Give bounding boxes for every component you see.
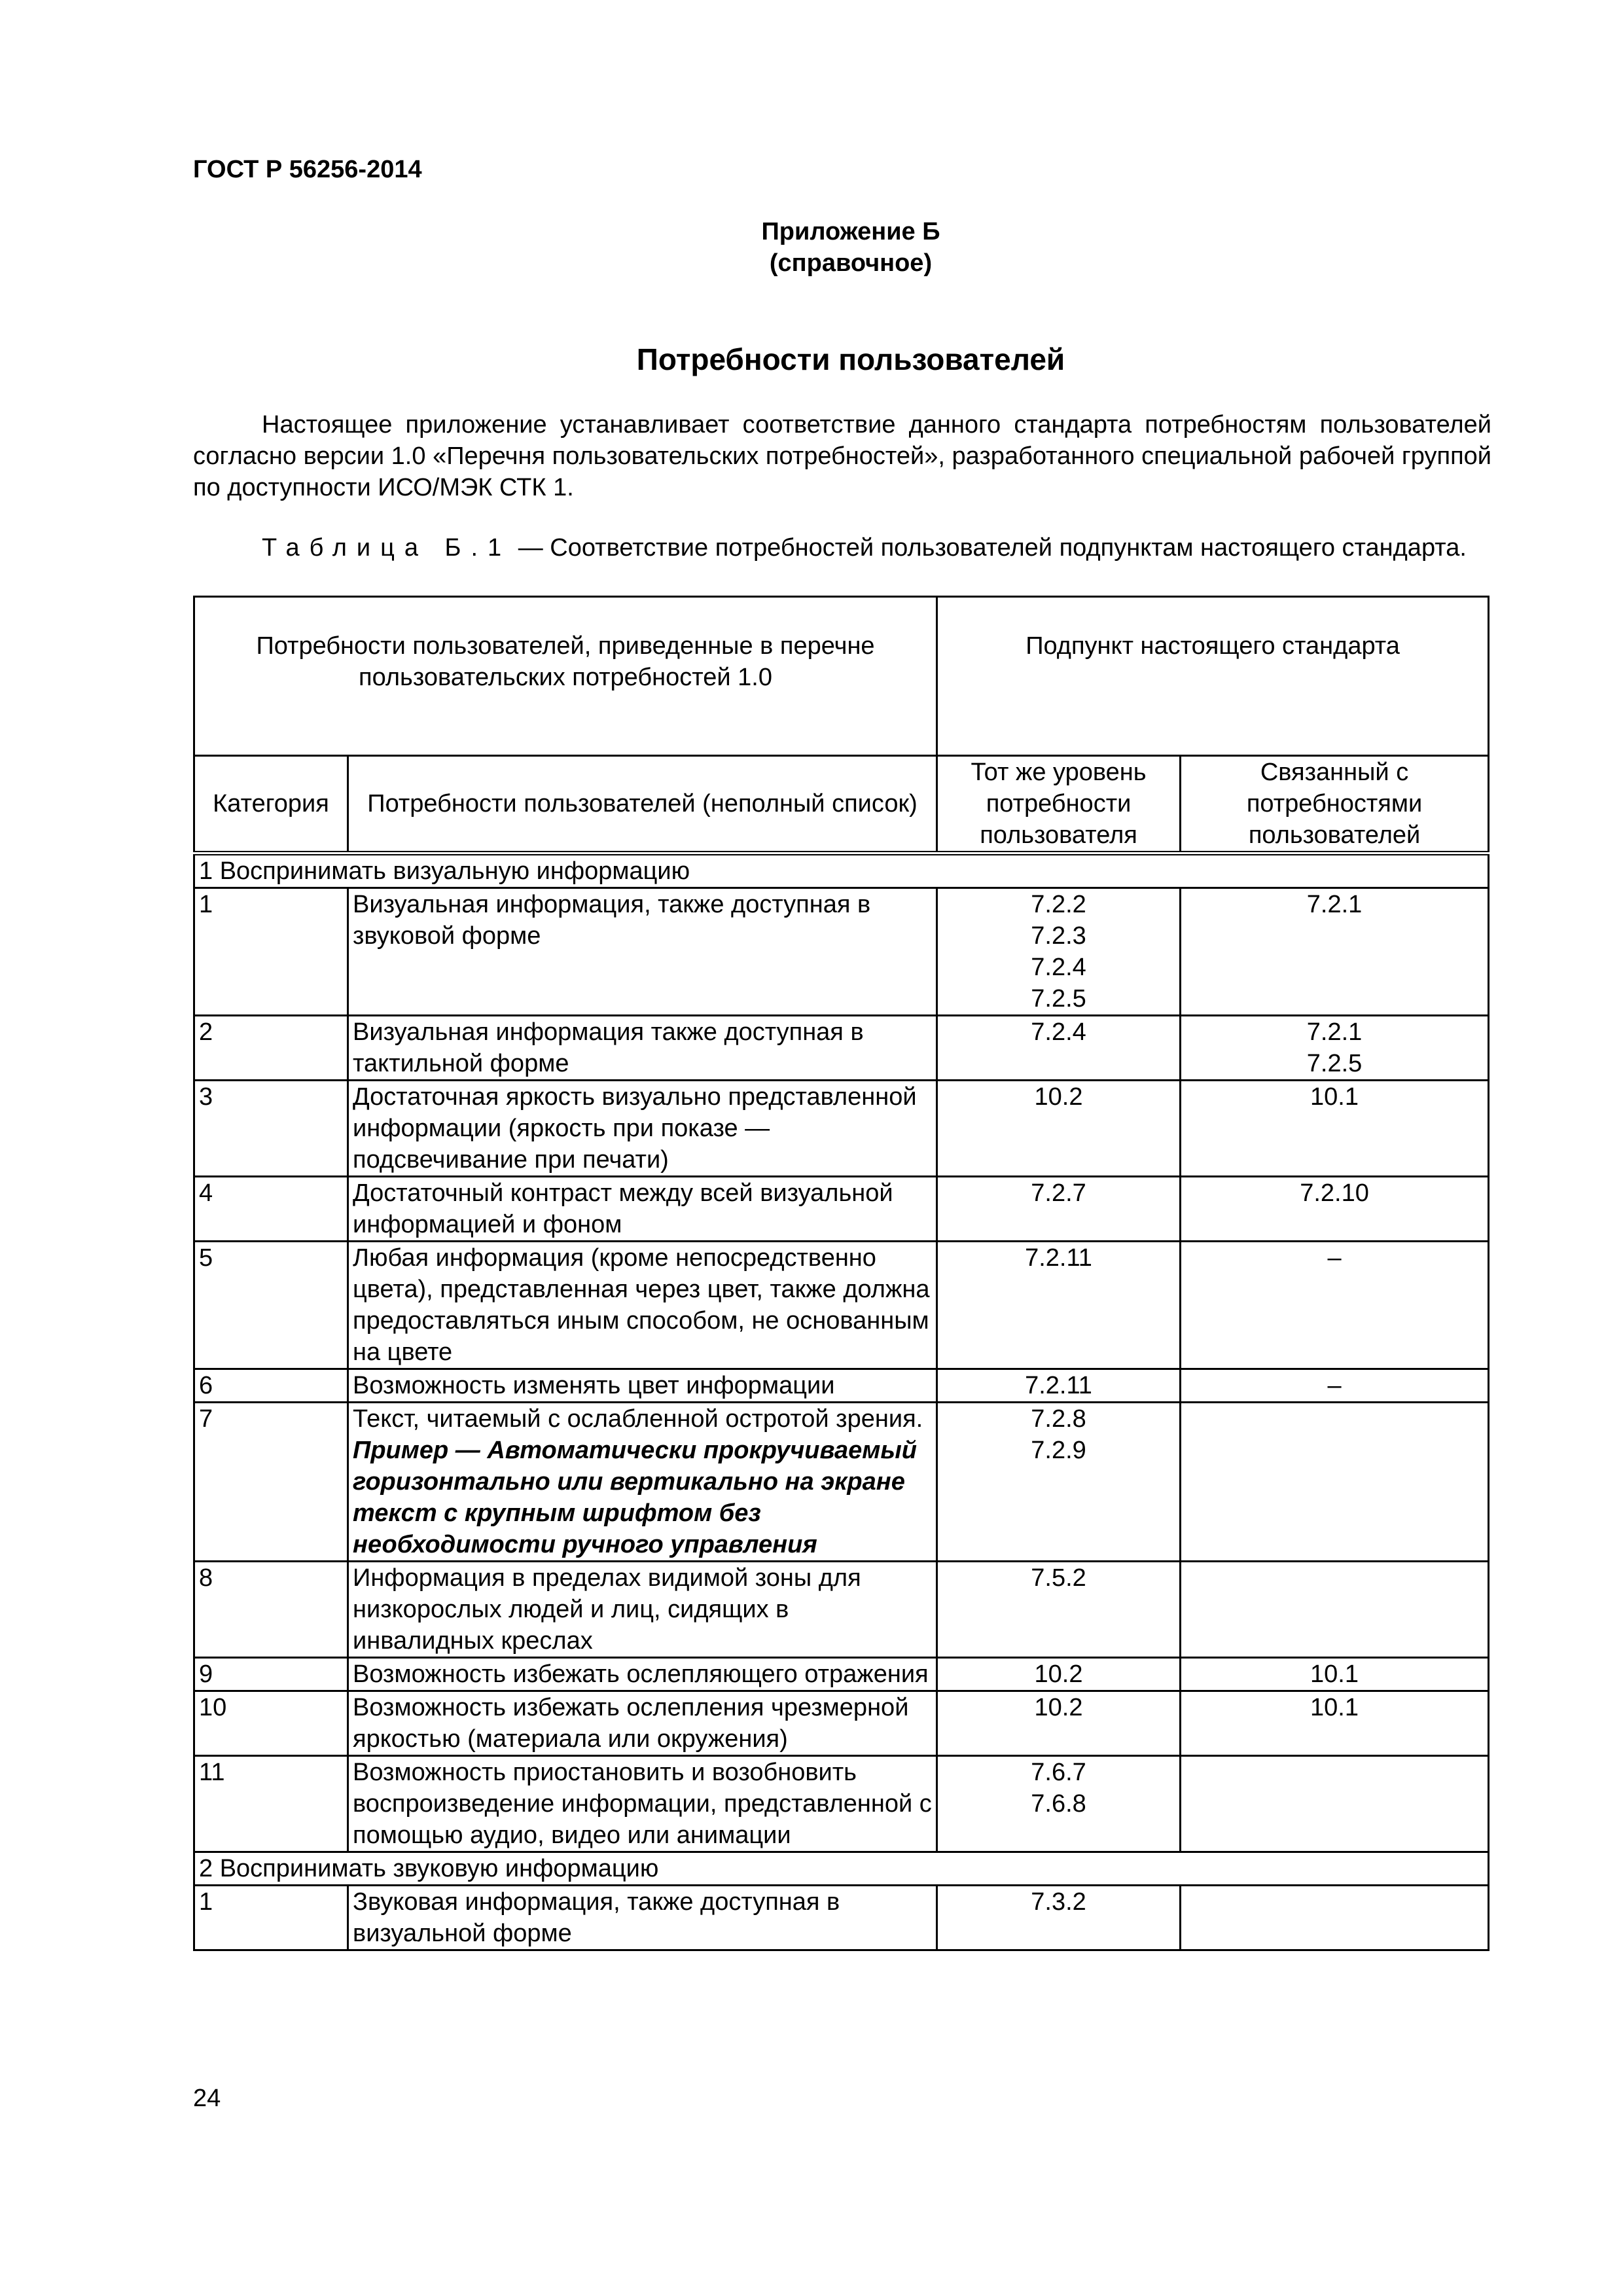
row-same-level: 7.2.4 xyxy=(937,1016,1181,1081)
page-number: 24 xyxy=(193,2085,221,2112)
annex-title xyxy=(0,216,1623,279)
row-need xyxy=(348,1886,937,1950)
header-subclause-group: Подпункт настоящего стандарта xyxy=(937,597,1489,756)
row-need xyxy=(348,1016,937,1081)
row-related xyxy=(1181,1403,1489,1562)
row-need-text: Достаточная яркость визуально представленной информации (яркость при показе — подсвечивание при печати) xyxy=(353,1083,917,1174)
row-number: 9 xyxy=(194,1658,348,1691)
row-same-level: 10.2 xyxy=(937,1081,1181,1177)
row-related: – xyxy=(1181,1369,1489,1403)
table-row xyxy=(194,1886,1489,1950)
row-need-text: Возможность избежать ослепления чрезмерной яркостью (материала или окружения) xyxy=(353,1694,909,1753)
row-number: 7 xyxy=(194,1403,348,1562)
table-header-row xyxy=(194,597,1489,756)
row-example: Пример — Автоматически прокручиваемый горизонтально или вертикально на экране текст с крупным шрифтом без необходимости ручного управления xyxy=(353,1437,917,1558)
row-same-level: 7.3.2 xyxy=(937,1886,1181,1950)
row-need-text: Любая информация (кроме непосредственно цвета), представленная через цвет, также должна предоставляться иным способом, не основанным на цвете xyxy=(353,1244,930,1366)
row-related: 7.2.1 7.2.5 xyxy=(1181,1016,1489,1081)
row-number: 10 xyxy=(194,1691,348,1756)
row-need xyxy=(348,1756,937,1852)
header-user-needs-group: Потребности пользователей, приведенные в перечне пользовательских потребностей 1.0 xyxy=(194,597,937,756)
row-need xyxy=(348,1369,937,1403)
row-need-text: Возможность приостановить и возобновить воспроизведение информации, представленной с помощью аудио, видео или анимации xyxy=(353,1759,932,1849)
row-same-level: 10.2 xyxy=(937,1658,1181,1691)
table-row xyxy=(194,1177,1489,1242)
table-row xyxy=(194,1081,1489,1177)
table-body xyxy=(194,597,1489,1950)
requirements-table xyxy=(193,596,1489,1951)
row-related: 7.2.10 xyxy=(1181,1177,1489,1242)
header-needs: Потребности пользователей (неполный список) xyxy=(348,756,937,853)
section-title: 2 Воспринимать звуковую информацию xyxy=(194,1852,1489,1886)
row-same-level: 7.5.2 xyxy=(937,1562,1181,1658)
row-need xyxy=(348,1242,937,1369)
table-row xyxy=(194,1658,1489,1691)
row-number: 6 xyxy=(194,1369,348,1403)
row-need xyxy=(348,1081,937,1177)
table-caption-label: Таблица Б.1 xyxy=(262,534,512,562)
table-row xyxy=(194,1403,1489,1562)
row-need xyxy=(348,1177,937,1242)
row-need xyxy=(348,888,937,1016)
table-row xyxy=(194,888,1489,1016)
row-need-text: Достаточный контраст между всей визуальной информацией и фоном xyxy=(353,1179,893,1238)
row-need-text: Текст, читаемый с ослабленной остротой зрения. xyxy=(353,1405,923,1433)
row-number: 2 xyxy=(194,1016,348,1081)
row-same-level: 7.2.2 7.2.3 7.2.4 7.2.5 xyxy=(937,888,1181,1016)
row-need-text: Информация в пределах видимой зоны для низкорослых людей и лиц, сидящих в инвалидных креслах xyxy=(353,1564,861,1655)
table-caption-text: — Соответствие потребностей пользователей подпунктам настоящего стандарта. xyxy=(518,534,1467,562)
row-need xyxy=(348,1403,937,1562)
row-related: – xyxy=(1181,1242,1489,1369)
row-same-level: 7.2.11 xyxy=(937,1242,1181,1369)
row-number: 3 xyxy=(194,1081,348,1177)
row-number: 5 xyxy=(194,1242,348,1369)
row-need-text: Возможность изменять цвет информации xyxy=(353,1372,835,1399)
table-subheader-row xyxy=(194,756,1489,853)
row-same-level: 7.2.8 7.2.9 xyxy=(937,1403,1181,1562)
row-need-text: Визуальная информация, также доступная в звуковой форме xyxy=(353,891,871,950)
table-row xyxy=(194,1242,1489,1369)
row-number: 1 xyxy=(194,888,348,1016)
row-related: 10.1 xyxy=(1181,1658,1489,1691)
row-related xyxy=(1181,1886,1489,1950)
row-number: 1 xyxy=(194,1886,348,1950)
row-need xyxy=(348,1691,937,1756)
row-number: 8 xyxy=(194,1562,348,1658)
row-related: 7.2.1 xyxy=(1181,888,1489,1016)
table-row xyxy=(194,1756,1489,1852)
row-number: 4 xyxy=(194,1177,348,1242)
page-title: Потребности пользователей xyxy=(636,342,1065,376)
annex-label: Приложение Б xyxy=(761,218,940,245)
section-row xyxy=(194,1852,1489,1886)
header-category: Категория xyxy=(194,756,348,853)
row-same-level: 7.6.7 7.6.8 xyxy=(937,1756,1181,1852)
row-related xyxy=(1181,1756,1489,1852)
annex-type: (справочное) xyxy=(769,249,933,277)
table-row xyxy=(194,1369,1489,1403)
row-need xyxy=(348,1562,937,1658)
row-related: 10.1 xyxy=(1181,1691,1489,1756)
section-title: 1 Воспринимать визуальную информацию xyxy=(194,853,1489,888)
intro-paragraph: Настоящее приложение устанавливает соответствие данного стандарта потребностям пользователей согласно версии 1.0 «Перечня пользовательских потребностей», разработанного специальной рабочей группой по доступности ИСО/МЭК СТК 1. xyxy=(193,411,1491,501)
row-need-text: Звуковая информация, также доступная в визуальной форме xyxy=(353,1888,840,1947)
table-row xyxy=(194,1016,1489,1081)
row-related: 10.1 xyxy=(1181,1081,1489,1177)
section-row xyxy=(194,853,1489,888)
row-same-level: 10.2 xyxy=(937,1691,1181,1756)
row-need-text: Визуальная информация также доступная в тактильной форме xyxy=(353,1018,864,1077)
table-caption xyxy=(193,532,1491,564)
row-need-text: Возможность избежать ослепляющего отражения xyxy=(353,1660,929,1688)
row-related xyxy=(1181,1562,1489,1658)
header-related: Связанный с потребностями пользователей xyxy=(1181,756,1489,853)
document-code: ГОСТ Р 56256-2014 xyxy=(193,156,422,183)
table-row xyxy=(194,1562,1489,1658)
row-number: 11 xyxy=(194,1756,348,1852)
table-row xyxy=(194,1691,1489,1756)
row-same-level: 7.2.7 xyxy=(937,1177,1181,1242)
header-same-level: Тот же уровень потребности пользователя xyxy=(937,756,1181,853)
row-same-level: 7.2.11 xyxy=(937,1369,1181,1403)
row-need xyxy=(348,1658,937,1691)
